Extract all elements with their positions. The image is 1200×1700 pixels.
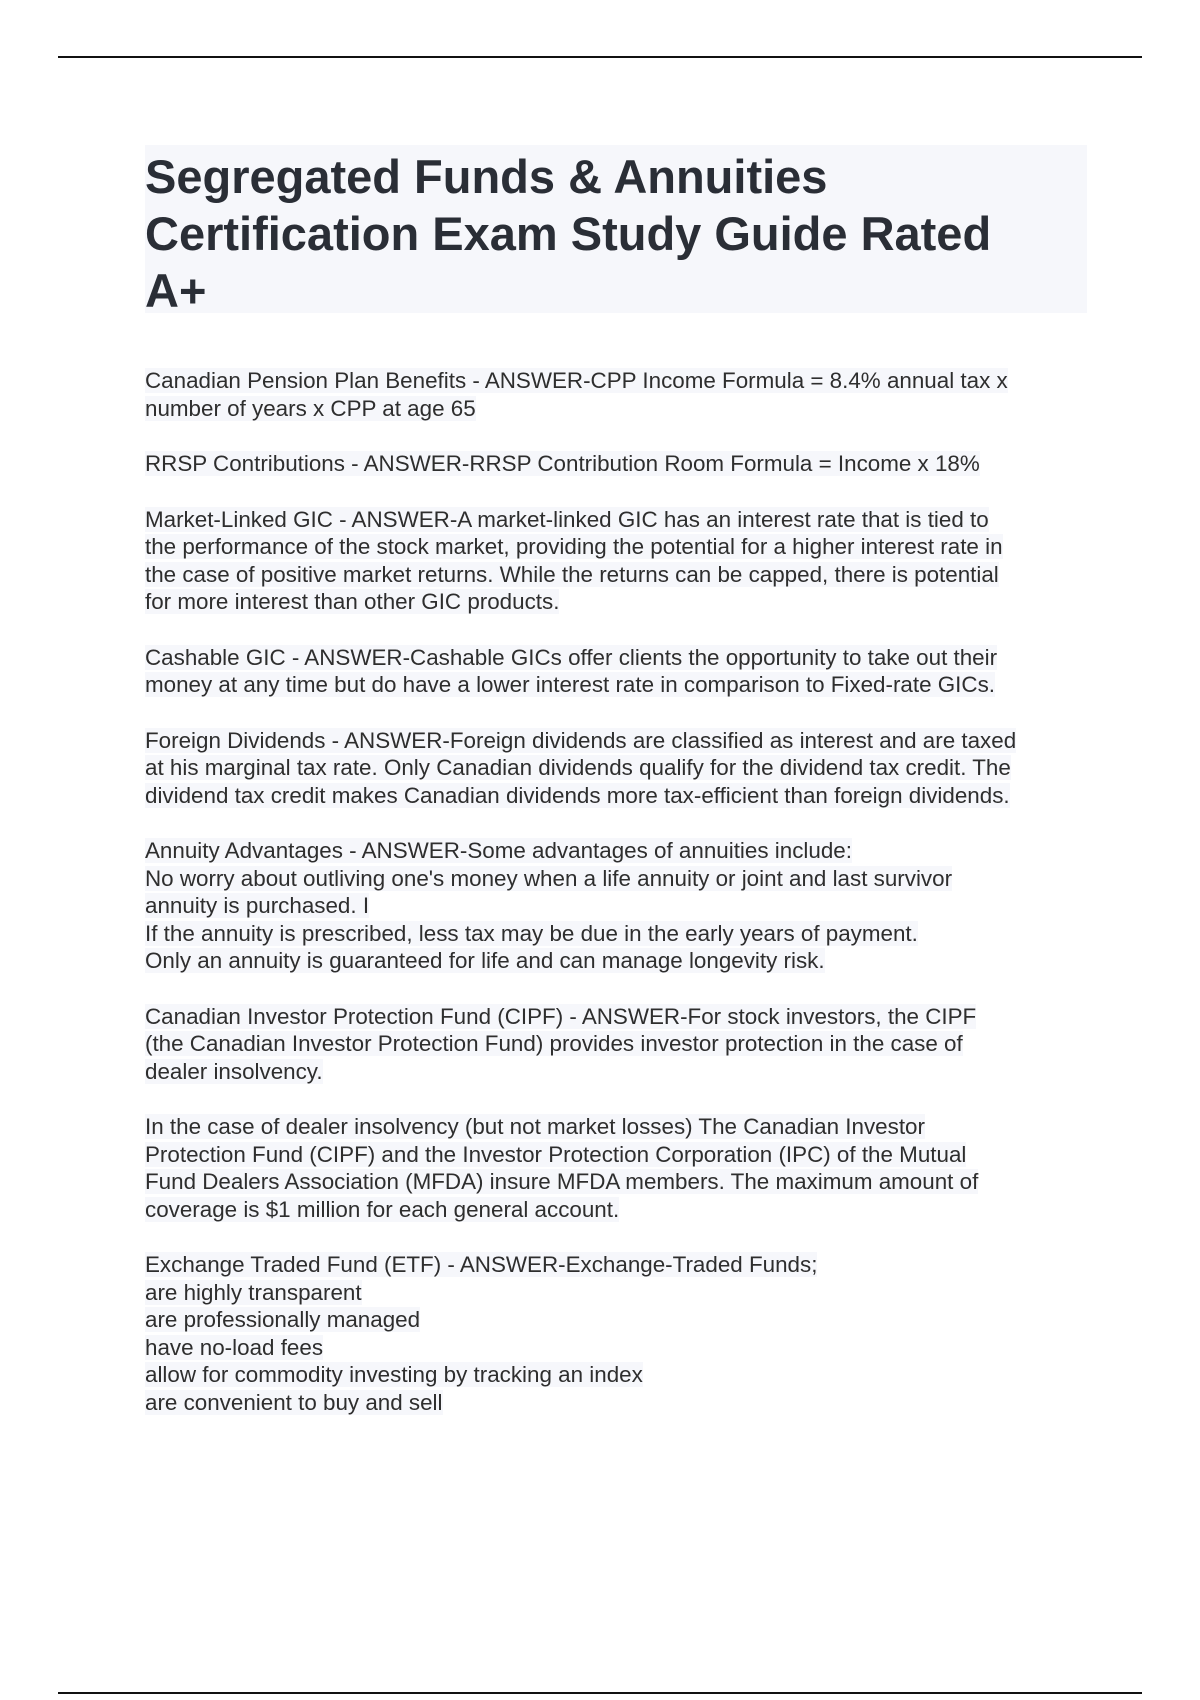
text-line: Exchange Traded Fund (ETF) - ANSWER-Exchange-Traded Funds; <box>145 1252 818 1277</box>
text-line: (the Canadian Investor Protection Fund) provides investor protection in the case of <box>145 1031 963 1056</box>
qa-entry-etf <box>145 1251 1093 1416</box>
text-line: Cashable GIC - ANSWER-Cashable GICs offer clients the opportunity to take out their <box>145 644 998 670</box>
bottom-divider <box>58 1692 1142 1694</box>
text-line: No worry about outliving one's money when a life annuity or joint and last survivor <box>145 865 953 891</box>
text-line: for more interest than other GIC products. <box>145 589 560 614</box>
text-line: Canadian Pension Plan Benefits - ANSWER-CPP Income Formula = 8.4% annual tax x <box>145 368 1008 393</box>
title-block <box>145 145 1087 317</box>
text-line: Protection Fund (CIPF) and the Investor Protection Corporation (IPC) of the Mutual <box>145 1141 967 1167</box>
text-line: allow for commodity investing by tracking an index <box>145 1362 643 1387</box>
qa-entry-cipf <box>145 1003 1093 1086</box>
text-line: Canadian Investor Protection Fund (CIPF) - ANSWER-For stock investors, the CIPF <box>145 1003 977 1029</box>
text-line: dealer insolvency. <box>145 1058 323 1084</box>
qa-entry-cashable-gic <box>145 644 1093 699</box>
study-guide-content <box>145 367 1093 1444</box>
text-line: number of years x CPP at age 65 <box>145 395 476 421</box>
text-line: If the annuity is prescribed, less tax may be due in the early years of payment. <box>145 920 918 946</box>
text-line: coverage is $1 million for each general account. <box>145 1196 620 1222</box>
text-line: annuity is purchased. I <box>145 893 370 918</box>
title-line: A+ <box>145 264 207 317</box>
text-line: Annuity Advantages - ANSWER-Some advantages of annuities include: <box>145 838 852 863</box>
text-line: money at any time but do have a lower interest rate in comparison to Fixed-rate GICs. <box>145 672 995 697</box>
qa-entry-rrsp-contributions <box>145 450 1093 478</box>
text-line: are convenient to buy and sell <box>145 1389 443 1415</box>
text-line: In the case of dealer insolvency (but not market losses) The Canadian Investor <box>145 1114 925 1139</box>
text-line: are professionally managed <box>145 1307 421 1332</box>
text-line: are highly transparent <box>145 1279 362 1305</box>
title-line: Certification Exam Study Guide Rated <box>145 207 992 260</box>
text-line: the performance of the stock market, providing the potential for a higher interest rate in <box>145 534 1003 559</box>
text-line: at his marginal tax rate. Only Canadian dividends qualify for the dividend tax credit. The <box>145 755 1011 780</box>
top-divider <box>58 56 1142 58</box>
text-line: dividend tax credit makes Canadian dividends more tax-efficient than foreign dividends. <box>145 782 1010 808</box>
text-line: Only an annuity is guaranteed for life and can manage longevity risk. <box>145 948 825 973</box>
document-title <box>145 148 1087 319</box>
qa-entry-annuity-advantages <box>145 837 1093 975</box>
qa-entry-cpp-benefits <box>145 367 1093 422</box>
qa-entry-market-linked-gic <box>145 506 1093 616</box>
text-line: RRSP Contributions - ANSWER-RRSP Contribution Room Formula = Income x 18% <box>145 451 980 476</box>
text-line: Market-Linked GIC - ANSWER-A market-linked GIC has an interest rate that is tied to <box>145 506 989 532</box>
text-line: the case of positive market returns. While the returns can be capped, there is potential <box>145 561 999 587</box>
title-line: Segregated Funds & Annuities <box>145 150 828 203</box>
text-line: Fund Dealers Association (MFDA) insure MFDA members. The maximum amount of <box>145 1169 979 1194</box>
qa-entry-dealer-insolvency <box>145 1113 1093 1223</box>
text-line: have no-load fees <box>145 1334 324 1360</box>
qa-entry-foreign-dividends <box>145 727 1093 810</box>
text-line: Foreign Dividends - ANSWER-Foreign dividends are classified as interest and are taxed <box>145 727 1017 753</box>
